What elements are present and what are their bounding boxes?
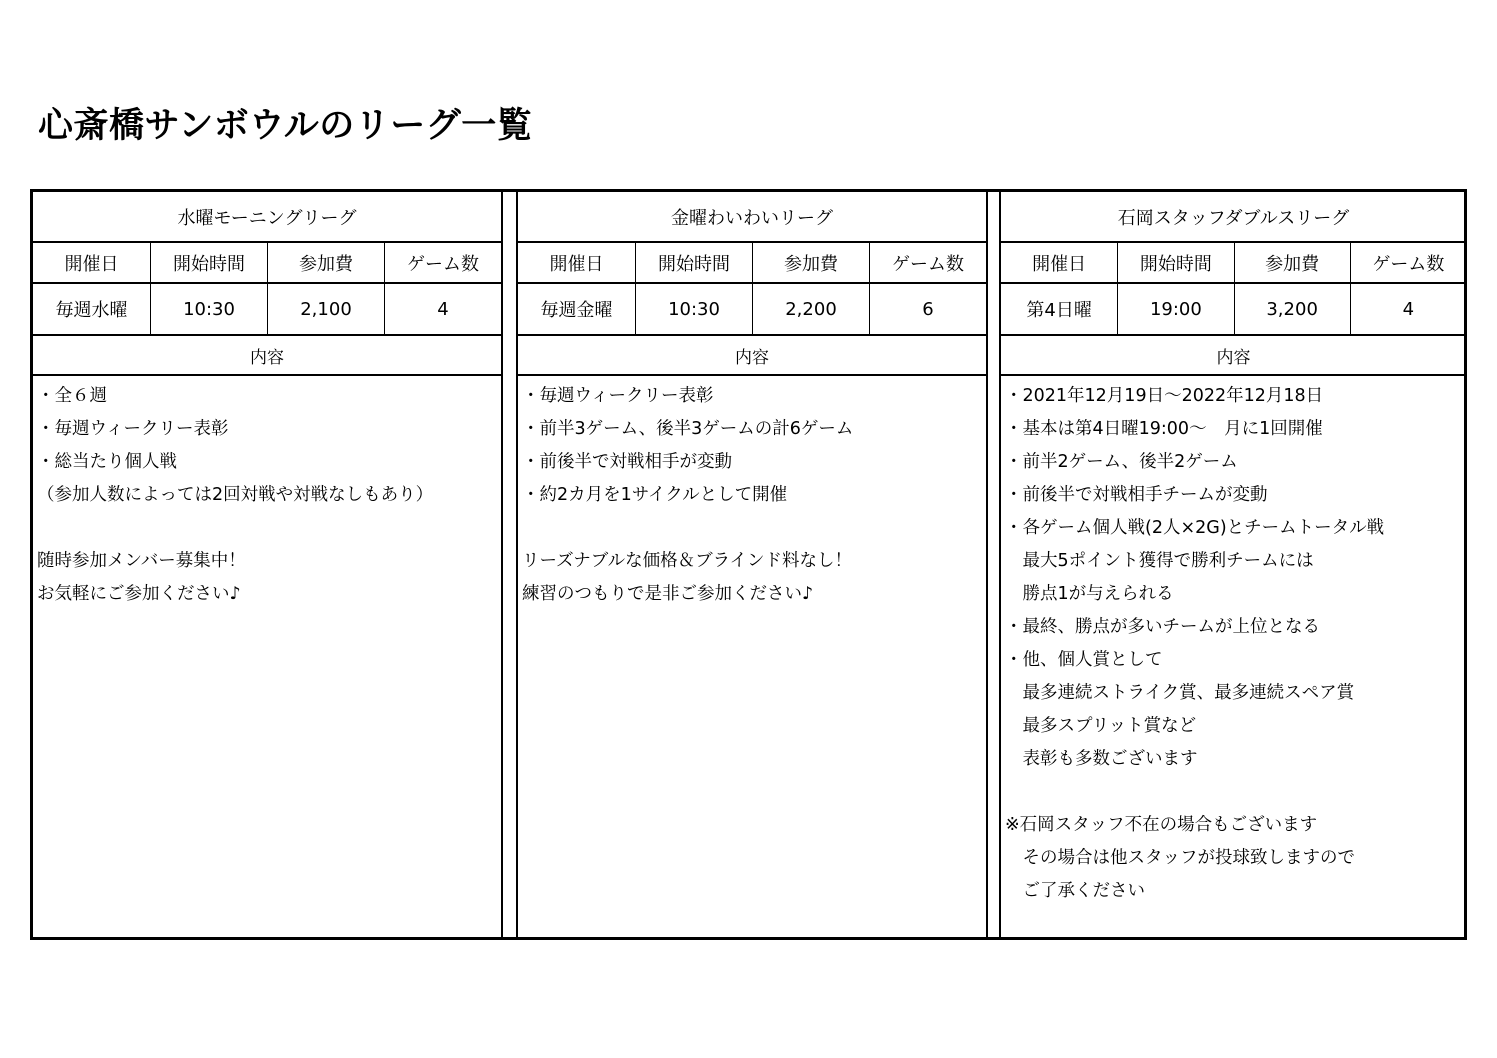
content-line: ・前半3ゲーム、後半3ゲームの計6ゲーム bbox=[522, 419, 854, 439]
league-name: 水曜モーニングリーグ bbox=[33, 192, 501, 243]
info-header-row bbox=[518, 243, 986, 284]
content-line: 練習のつもりで是非ご参加ください♪ bbox=[522, 584, 814, 604]
info-header-row bbox=[1001, 243, 1466, 284]
content-line: ・毎週ウィークリー表彰 bbox=[37, 419, 229, 439]
header-fee: 参加費 bbox=[1234, 243, 1350, 282]
content-line: その場合は他スタッフが投球致しますので bbox=[1005, 848, 1355, 868]
header-games: ゲーム数 bbox=[384, 243, 501, 282]
content-line: 表彰も多数ございます bbox=[1005, 749, 1198, 769]
league-table bbox=[30, 189, 1467, 940]
content-line: ご了承ください bbox=[1005, 881, 1145, 901]
value-fee: 3,200 bbox=[1234, 284, 1350, 334]
content-line: ・全６週 bbox=[37, 386, 107, 406]
content-line: ・2021年12月19日～2022年12月18日 bbox=[1005, 386, 1324, 406]
league-panel-wednesday bbox=[33, 192, 503, 937]
content-line: ・前後半で対戦相手が変動 bbox=[522, 452, 732, 472]
content-line bbox=[33, 512, 501, 545]
value-fee: 2,200 bbox=[752, 284, 869, 334]
content-line: 最多スプリット賞など bbox=[1005, 716, 1197, 736]
content-label: 内容 bbox=[33, 336, 501, 376]
content-label: 内容 bbox=[1001, 336, 1466, 376]
value-games: 4 bbox=[384, 284, 501, 334]
content-body bbox=[33, 376, 501, 937]
header-fee: 参加費 bbox=[752, 243, 869, 282]
league-panel-friday bbox=[516, 192, 988, 937]
content-line: （参加人数によっては2回対戦や対戦なしもあり） bbox=[37, 485, 434, 505]
content-line: 最大5ポイント獲得で勝利チームには bbox=[1005, 551, 1314, 571]
league-name: 金曜わいわいリーグ bbox=[518, 192, 986, 243]
header-games: ゲーム数 bbox=[869, 243, 986, 282]
header-games: ゲーム数 bbox=[1350, 243, 1466, 282]
value-date: 毎週水曜 bbox=[55, 300, 128, 321]
content-body bbox=[1001, 376, 1466, 937]
content-body bbox=[518, 376, 986, 937]
value-date: 第4日曜 bbox=[1026, 300, 1092, 321]
content-line bbox=[518, 512, 986, 545]
content-label: 内容 bbox=[518, 336, 986, 376]
header-start-time: 開始時間 bbox=[635, 243, 752, 282]
content-line: リーズナブルな価格＆ブラインド料なし！ bbox=[522, 551, 853, 571]
league-name: 石岡スタッフダブルスリーグ bbox=[1001, 192, 1466, 243]
info-value-row bbox=[518, 284, 986, 336]
content-line: 随時参加メンバー募集中！ bbox=[37, 551, 246, 571]
header-date: 開催日 bbox=[1032, 253, 1087, 275]
info-header-row bbox=[33, 243, 501, 284]
header-fee: 参加費 bbox=[267, 243, 384, 282]
value-date: 毎週金曜 bbox=[540, 300, 613, 321]
value-start-time: 10:30 bbox=[635, 284, 752, 334]
content-line: ・前半2ゲーム、後半2ゲーム bbox=[1005, 452, 1238, 472]
value-fee: 2,100 bbox=[267, 284, 384, 334]
content-line: ・他、個人賞として bbox=[1005, 650, 1163, 670]
content-line: ・最終、勝点が多いチームが上位となる bbox=[1005, 617, 1320, 637]
league-panel-ishioka-doubles bbox=[999, 192, 1466, 937]
content-line: ・約2カ月を1サイクルとして開催 bbox=[522, 485, 788, 505]
value-start-time: 19:00 bbox=[1117, 284, 1233, 334]
content-line: ※石岡スタッフ不在の場合もございます bbox=[1005, 815, 1318, 835]
content-line: ・基本は第4日曜19:00～ 月に1回開催 bbox=[1005, 419, 1323, 439]
content-line bbox=[1001, 776, 1466, 809]
content-line: ・毎週ウィークリー表彰 bbox=[522, 386, 714, 406]
content-line: 勝点1が与えられる bbox=[1005, 584, 1174, 604]
page-title: 心斎橋サンボウルのリーグ一覧 bbox=[38, 106, 533, 146]
content-line: ・各ゲーム個人戦(2人×2G)とチームトータル戦 bbox=[1005, 518, 1385, 538]
header-start-time: 開始時間 bbox=[1117, 243, 1233, 282]
value-start-time: 10:30 bbox=[150, 284, 267, 334]
content-line: ・前後半で対戦相手チームが変動 bbox=[1005, 485, 1268, 505]
content-line: ・総当たり個人戦 bbox=[37, 452, 177, 472]
header-date: 開催日 bbox=[64, 253, 119, 275]
content-line: お気軽にご参加ください♪ bbox=[37, 584, 241, 604]
header-date: 開催日 bbox=[549, 253, 604, 275]
info-value-row bbox=[1001, 284, 1466, 336]
info-value-row bbox=[33, 284, 501, 336]
value-games: 6 bbox=[869, 284, 986, 334]
header-start-time: 開始時間 bbox=[150, 243, 267, 282]
content-line: 最多連続ストライク賞、最多連続スペア賞 bbox=[1005, 683, 1355, 703]
value-games: 4 bbox=[1350, 284, 1466, 334]
